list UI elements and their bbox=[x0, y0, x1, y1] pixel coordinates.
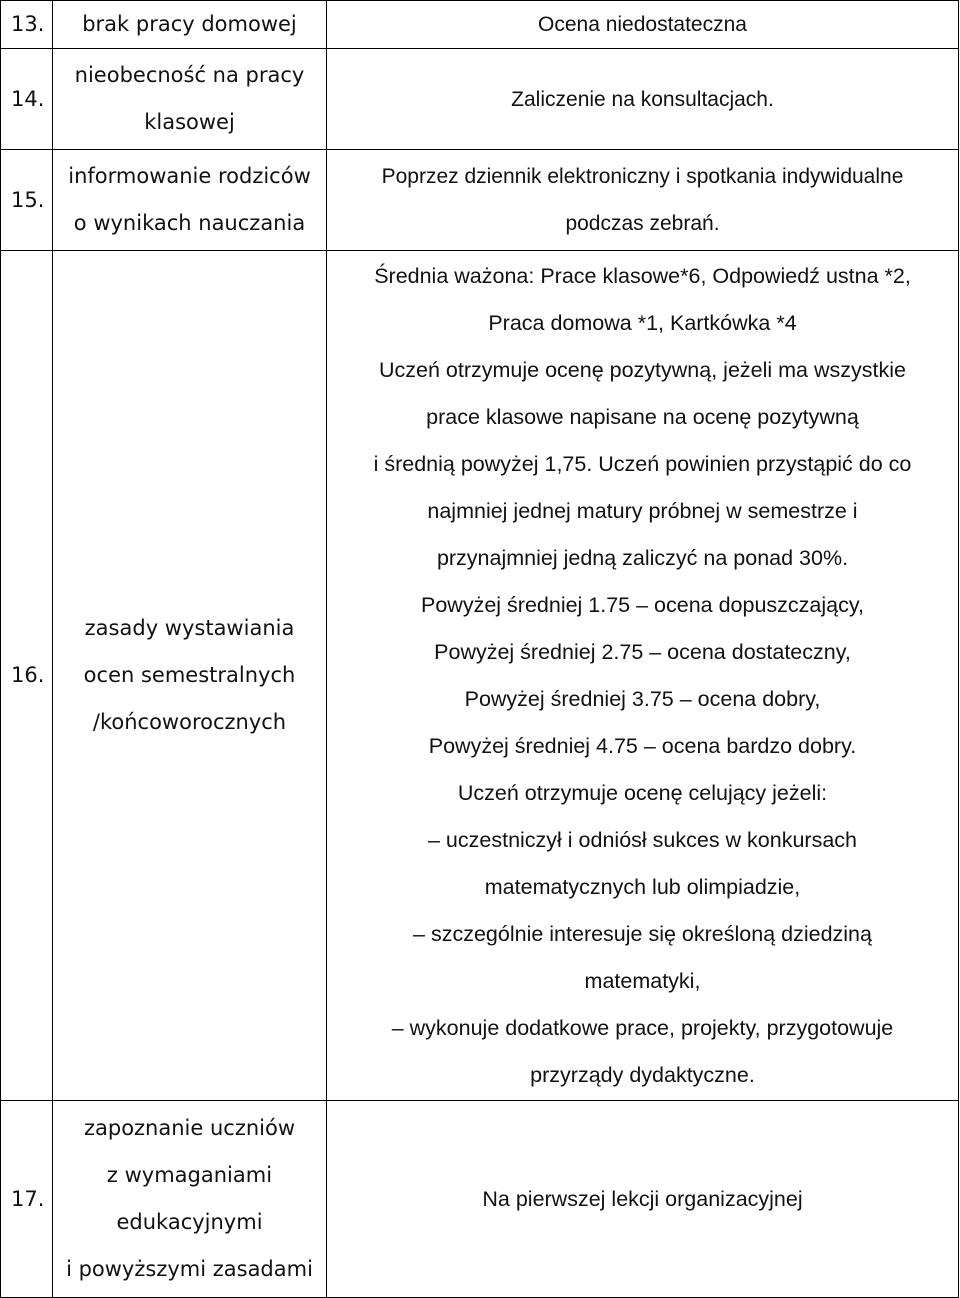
topic-line: edukacyjnymi bbox=[116, 1210, 263, 1234]
topic-line: /końcoworocznych bbox=[92, 710, 287, 734]
rule-line: matematyki, bbox=[584, 968, 701, 993]
row-number: 15. bbox=[1, 150, 53, 251]
topic-line: zapoznanie uczniów bbox=[83, 1116, 296, 1140]
rule-line: – wykonuje dodatkowe prace, projekty, przygotowuje bbox=[391, 1015, 894, 1040]
topic-line: brak pracy domowej bbox=[82, 12, 297, 36]
rule-line: matematycznych lub olimpiadzie, bbox=[484, 874, 801, 899]
topic-line: zasady wystawiania bbox=[84, 616, 295, 640]
rule-line: Uczeń otrzymuje ocenę celujący jeżeli: bbox=[457, 780, 828, 805]
rule-line: – szczególnie interesuje się określoną dziedziną bbox=[413, 921, 872, 946]
rule-line: – uczestniczył i odniósł sukces w konkursach bbox=[428, 827, 857, 852]
rule-line: najmniej jednej matury próbnej w semestrze i bbox=[427, 498, 858, 523]
rule-line: przynajmniej jedną zaliczyć na ponad 30%. bbox=[436, 545, 849, 570]
rule-line: Uczeń otrzymuje ocenę pozytywną, jeżeli ma wszystkie bbox=[379, 357, 906, 382]
rule-line: Praca domowa *1, Kartkówka *4 bbox=[488, 310, 797, 335]
row-number: 17. bbox=[1, 1101, 53, 1298]
table-row bbox=[1, 1101, 959, 1298]
rule-line: Średnia ważona: Prace klasowe*6, Odpowiedź ustna *2, bbox=[374, 263, 911, 288]
rule-line: i średnią powyżej 1,75. Uczeń powinien przystąpić do co bbox=[373, 451, 912, 476]
table-row bbox=[1, 1, 959, 49]
topic-line: i powyższymi zasadami bbox=[66, 1257, 313, 1281]
topic-cell bbox=[53, 1101, 327, 1298]
topic-cell bbox=[53, 49, 327, 150]
rule-line: prace klasowe napisane na ocenę pozytywną bbox=[426, 404, 859, 429]
topic-line: o wynikach nauczania bbox=[73, 211, 306, 235]
topic-cell bbox=[53, 150, 327, 251]
row-number: 14. bbox=[1, 49, 53, 150]
table-row bbox=[1, 150, 959, 251]
topic-line: ocen semestralnych bbox=[83, 663, 296, 687]
rule-line: podczas zebrań. bbox=[565, 212, 720, 235]
rule-cell bbox=[327, 251, 959, 1101]
table-row bbox=[1, 251, 959, 1101]
topic-cell bbox=[53, 1, 327, 49]
table-row bbox=[1, 49, 959, 150]
rule-line: Na pierwszej lekcji organizacyjnej bbox=[482, 1186, 803, 1211]
rule-cell bbox=[327, 49, 959, 150]
topic-line: nieobecność na pracy bbox=[74, 63, 305, 87]
rule-cell bbox=[327, 1, 959, 49]
rule-cell bbox=[327, 1101, 959, 1298]
topic-line: z wymaganiami bbox=[106, 1163, 273, 1187]
rule-line: Powyżej średniej 3.75 – ocena dobry, bbox=[464, 686, 821, 711]
rule-line: Zaliczenie na konsultacjach. bbox=[511, 87, 774, 111]
topic-cell bbox=[53, 251, 327, 1101]
topic-line: klasowej bbox=[144, 110, 235, 134]
rule-line: Powyżej średniej 2.75 – ocena dostateczny, bbox=[434, 639, 851, 664]
rule-line: Ocena niedostateczna bbox=[538, 13, 747, 36]
rule-line: Powyżej średniej 1.75 – ocena dopuszczający, bbox=[421, 592, 864, 617]
rule-line: Poprzez dziennik elektroniczny i spotkania indywidualne bbox=[381, 165, 904, 188]
topic-line: informowanie rodziców bbox=[68, 164, 311, 188]
row-number: 13. bbox=[1, 1, 53, 49]
rule-line: przyrządy dydaktyczne. bbox=[530, 1062, 755, 1087]
row-number: 16. bbox=[1, 251, 53, 1101]
rule-cell bbox=[327, 150, 959, 251]
rule-line: Powyżej średniej 4.75 – ocena bardzo dobry. bbox=[428, 733, 857, 758]
